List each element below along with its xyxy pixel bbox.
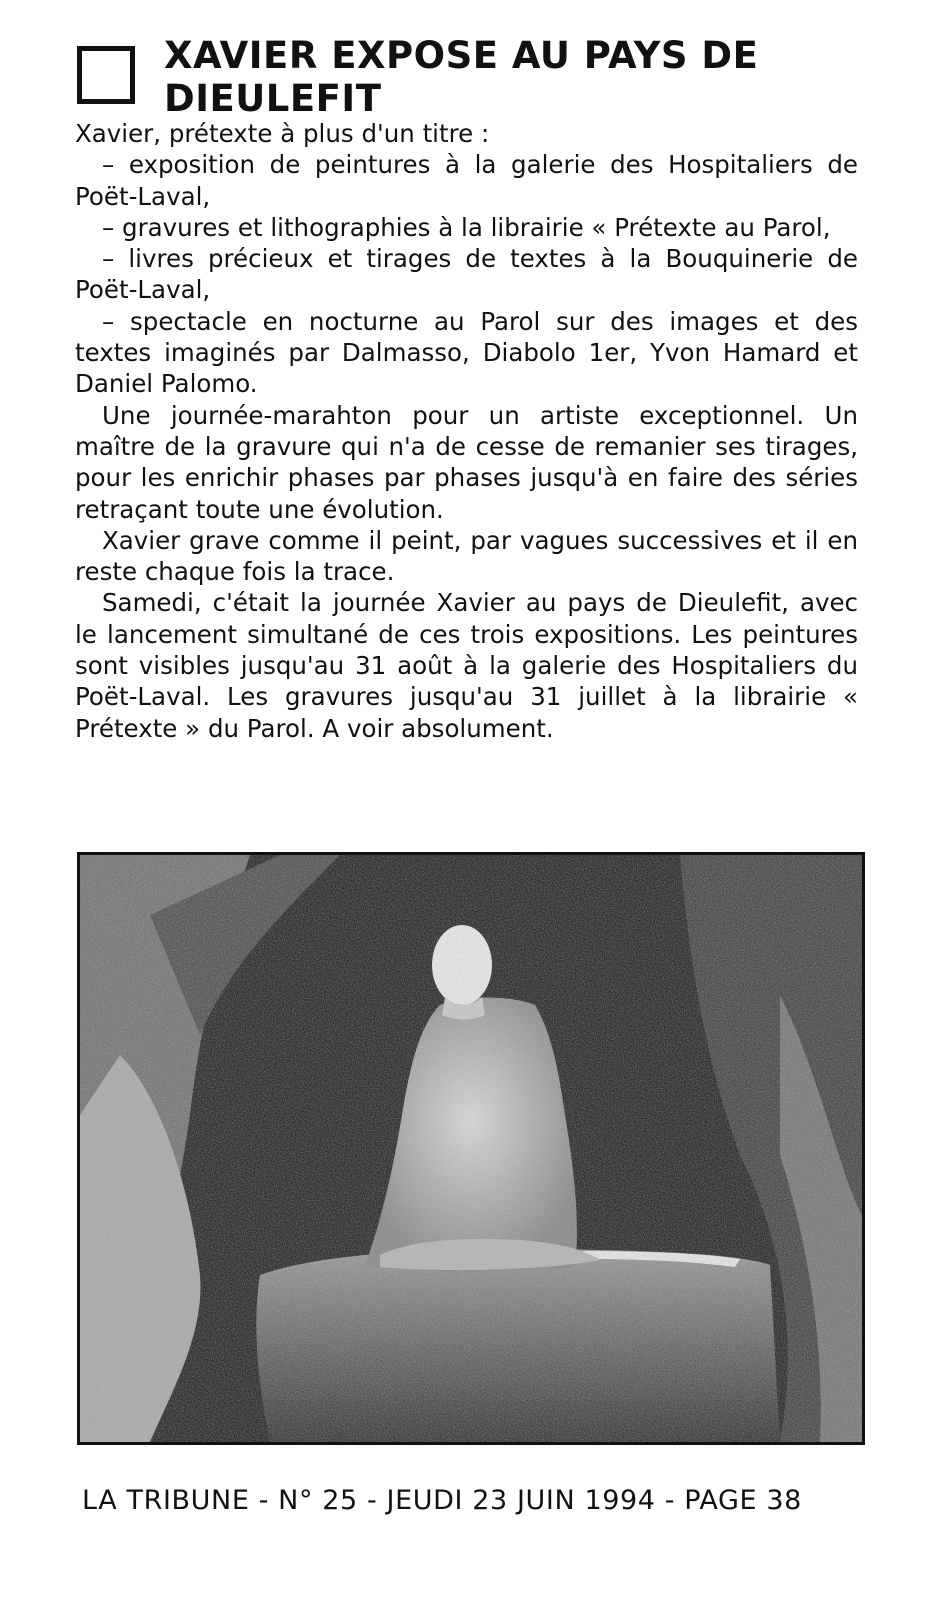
article-intro: Xavier, prétexte à plus d'un titre : — [75, 119, 490, 148]
article-list-item: – exposition de peintures à la galerie des Hospitaliers de Poët-Laval, — [75, 150, 858, 211]
article-paragraph: Xavier grave comme il peint, par vagues successives et il en reste chaque fois la trace. — [75, 525, 858, 587]
article-body — [75, 118, 858, 744]
article-paragraph: Une journée-marahton pour un artiste exceptionnel. Un maître de la gravure qui n'a de cesse de remanier ses tirages, pour les enrichir phases par phases jusqu'à en faire des séries retraçant toute une évolution. — [75, 400, 858, 524]
artwork-photo — [77, 852, 865, 1445]
headline-box-symbol — [77, 46, 135, 104]
article-paragraph: Samedi, c'était la journée Xavier au pays de Dieulefit, avec le lancement simultané de ces trois expositions. Les peintures sont visibles jusqu'au 31 août à la galerie des Hospitaliers du Poët-Laval. Les gravures jusqu'au 31 juillet à la librairie « Prétexte » du Parol. A voir absolument. — [75, 588, 858, 743]
article-list-item: – livres précieux et tirages de textes à la Bouquinerie de Poët-Laval, — [75, 244, 858, 305]
article-list-item: – gravures et lithographies à la librairie « Prétexte au Parol, — [102, 212, 831, 242]
article-list-item: – spectacle en nocturne au Parol sur des images et des textes imaginés par Dalmasso, Diabolo 1er, Yvon Hamard et Daniel Palomo. — [75, 306, 858, 399]
article-headline: XAVIER EXPOSE AU PAYS DE DIEULEFIT — [164, 34, 759, 120]
newspaper-footer: LA TRIBUNE - N° 25 - JEUDI 23 JUIN 1994 - PAGE 38 — [82, 1485, 802, 1516]
